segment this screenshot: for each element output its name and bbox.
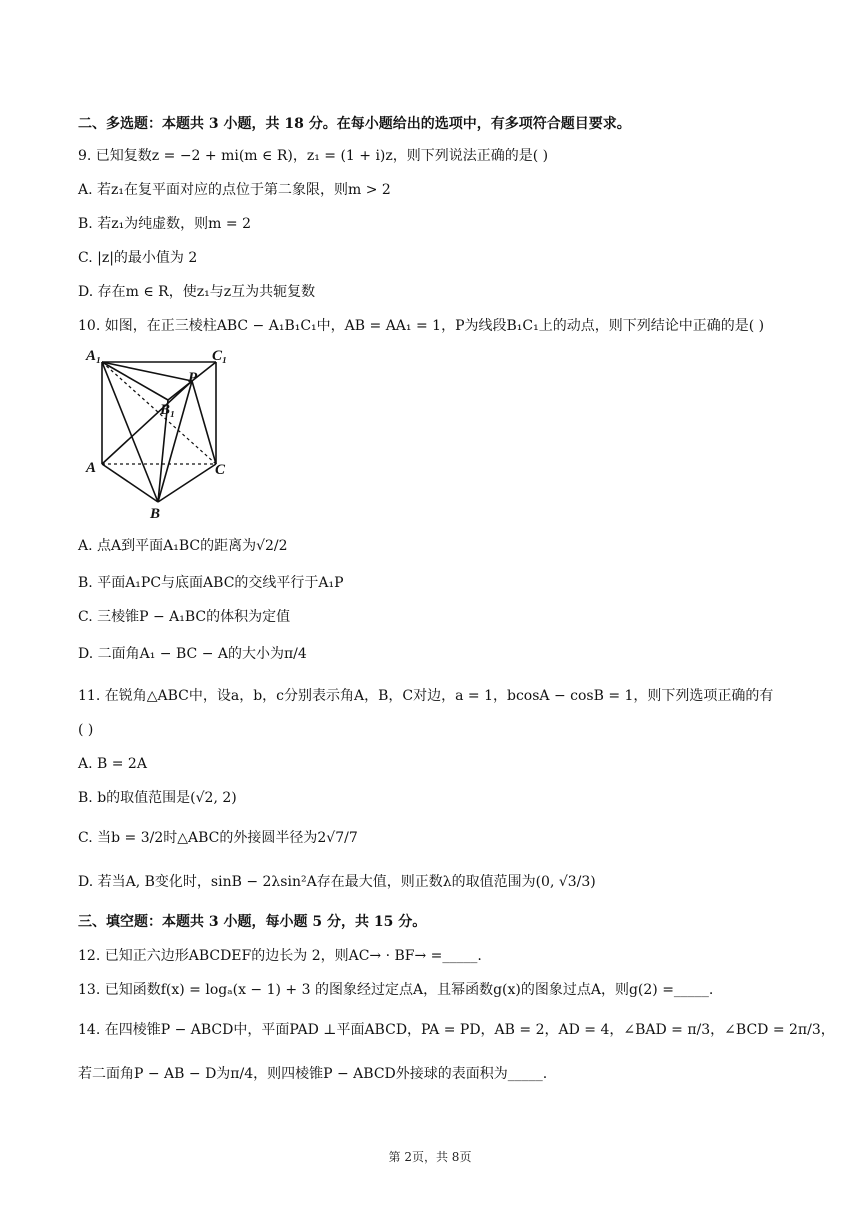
label-a: A bbox=[86, 460, 97, 476]
section-heading-fill-in: 三、填空题：本题共 3 小题，每小题 5 分，共 15 分。 bbox=[78, 914, 427, 930]
section-heading-multiple-choice: 二、多选题：本题共 3 小题，共 18 分。在每小题给出的选项中，有多项符合题目要求。 bbox=[78, 116, 631, 132]
label-p: P bbox=[188, 370, 198, 386]
question-9-option-c: C. |z|的最小值为 2 bbox=[78, 250, 198, 266]
question-12: 12. 已知正六边形ABCDEF的边长为 2，则AC→ · BF→ =_____. bbox=[78, 948, 482, 964]
question-11-option-c: C. 当b = 3/2时△ABC的外接圆半径为2√7/7 bbox=[78, 830, 358, 846]
question-10-stem: 10. 如图，在正三棱柱ABC − A₁B₁C₁中，AB = AA₁ = 1，P为线段B₁C₁上的动点，则下列结论中正确的是( ) bbox=[78, 318, 765, 334]
question-11-option-b: B. b的取值范围是(√2, 2) bbox=[78, 790, 237, 806]
question-13: 13. 已知函数f(x) = logₐ(x − 1) + 3 的图象经过定点A，且幂函数g(x)的图象过点A，则g(2) =_____. bbox=[78, 982, 714, 998]
label-b: B bbox=[150, 506, 161, 520]
question-9-stem: 9. 已知复数z = −2 + mi(m ∈ R)，z₁ = (1 + i)z，则下列说法正确的是( ) bbox=[78, 148, 549, 164]
line-a-p bbox=[102, 381, 192, 464]
question-10-option-d: D. 二面角A₁ − BC − A的大小为π/4 bbox=[78, 646, 307, 662]
line-a1-p bbox=[102, 362, 192, 381]
question-14-line-2: 若二面角P − AB − D为π/4，则四棱锥P − ABCD外接球的表面积为_____. bbox=[78, 1066, 548, 1082]
question-9-option-b: B. 若z₁为纯虚数，则m = 2 bbox=[78, 216, 251, 232]
question-11-stem-bracket: ( ) bbox=[78, 722, 94, 738]
triangular-prism-figure bbox=[78, 342, 238, 520]
line-a1-b bbox=[102, 362, 158, 502]
line-c-p bbox=[192, 381, 216, 464]
label-c: C bbox=[215, 462, 226, 478]
question-10-option-a: A. 点A到平面A₁BC的距离为√2/2 bbox=[78, 538, 288, 554]
question-9-option-a: A. 若z₁在复平面对应的点位于第二象限，则m > 2 bbox=[78, 182, 391, 198]
page-footer: 第 2页，共 8页 bbox=[388, 1150, 472, 1164]
edge-a1-b1 bbox=[102, 362, 168, 400]
question-14-line-1: 14. 在四棱锥P − ABCD中，平面PAD ⊥平面ABCD，PA = PD，AB = 2，AD = 4，∠BAD = π/3，∠BCD = 2π/3， bbox=[78, 1022, 835, 1038]
question-10-option-c: C. 三棱锥P − A₁BC的体积为定值 bbox=[78, 609, 291, 625]
label-c1: C₁ bbox=[212, 348, 228, 364]
question-11-option-d: D. 若当A, B变化时，sinB − 2λsin²A存在最大值，则正数λ的取值范围为(0, √3/3) bbox=[78, 874, 596, 890]
question-9-option-d: D. 存在m ∈ R，使z₁与z互为共轭复数 bbox=[78, 284, 316, 300]
label-a1: A₁ bbox=[86, 348, 102, 364]
question-11-stem: 11. 在锐角△ABC中，设a，b，c分别表示角A，B，C对边，a = 1，bcosA − cosB = 1，则下列选项正确的有 bbox=[78, 688, 774, 704]
question-10-option-b: B. 平面A₁PC与底面ABC的交线平行于A₁P bbox=[78, 575, 344, 591]
label-b1: B₁ bbox=[160, 402, 176, 418]
question-11-option-a: A. B = 2A bbox=[78, 756, 147, 772]
